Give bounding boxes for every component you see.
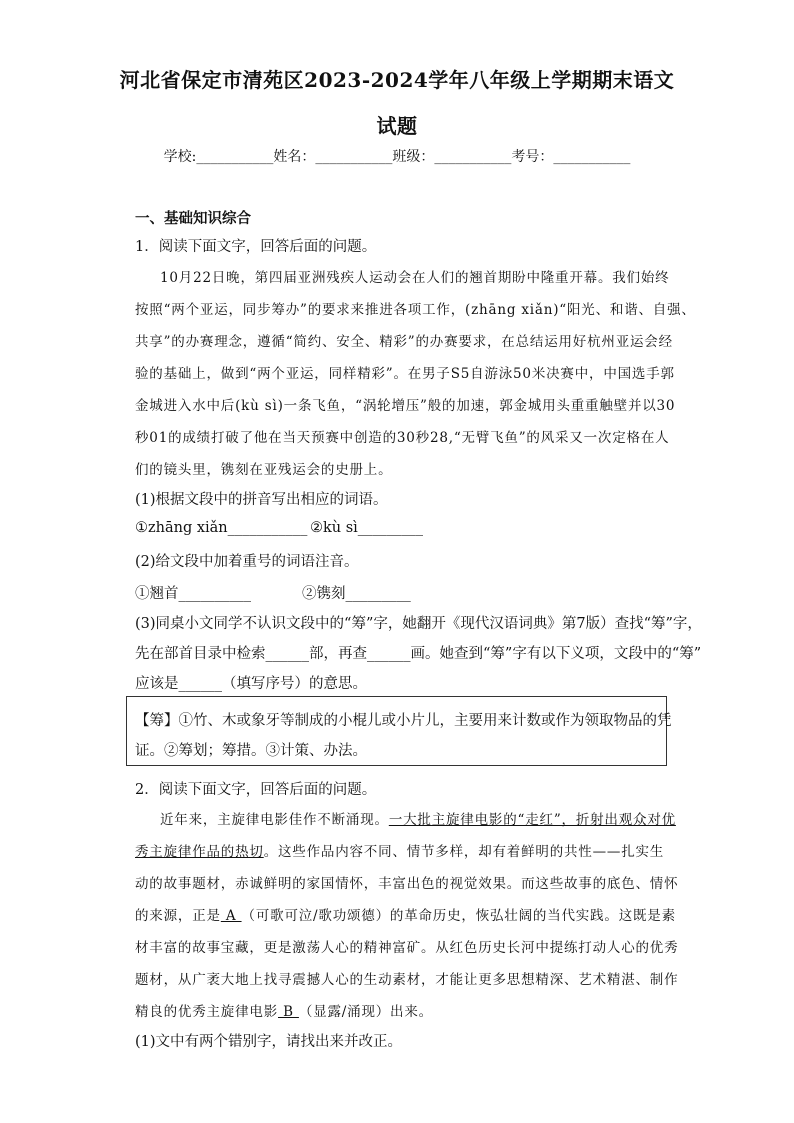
- q2-text: 精良的优秀主旋律电影: [135, 1004, 278, 1020]
- q2-text: 的来源，正是: [135, 908, 221, 924]
- q2-text: 近年来，主旋律电影佳作不断涌现。: [160, 812, 389, 828]
- q2-underlined-text: 秀主旋律作品的热切: [135, 844, 264, 860]
- q2-sub1: (1)文中有两个错别字，请找出来并改正。: [135, 1034, 403, 1050]
- student-info-line: 学校:___________姓名：___________班级：___________考号：___________: [163, 149, 631, 165]
- q1-sub1-answer-a: ①zhāng xiǎn___________: [135, 520, 308, 536]
- q1-sub2: (2)给文段中加着重号的词语注音。: [135, 554, 359, 570]
- q1-passage-line: 共享”的办赛理念，遵循“简约、安全、精彩”的办赛要求，在总结运用好杭州亚运会经: [135, 334, 673, 350]
- q2-text: 。这些作品内容不同、情节多样，却有着鲜明的共性——扎实生: [263, 844, 665, 860]
- q1-passage-line: 秒01的成绩打破了他在当天预赛中创造的30秒28,“无臂飞鱼”的风采又一次定格在人: [135, 430, 670, 446]
- q2-text: （可歌可泣/歌功颂德）的革命历史，恢弘壮阔的当代实践。这既是素: [241, 908, 676, 924]
- q1-sub2-answer-b: ②镌刻_________: [302, 586, 411, 602]
- question-1-prompt: 1．阅读下面文字，回答后面的问题。: [135, 239, 377, 255]
- q2-passage-line: 动的故事题材，赤诚鲜明的家国情怀，丰富出色的视觉效果。而这些故事的底色、情怀: [135, 876, 679, 892]
- q1-sub3-line: 应该是______（填写序号）的意思。: [135, 676, 367, 692]
- section-heading: 一、基础知识综合: [135, 210, 251, 227]
- dictionary-entry-line: 【筹】①竹、木或象牙等制成的小棍儿或小片儿，主要用来计数或作为领取物品的凭: [135, 713, 672, 729]
- q2-passage-line: 题材，从广袤大地上找寻震撼人心的生动素材，才能让更多思想精深、艺术精湛、制作: [135, 972, 679, 988]
- exam-title-line2: 试题: [376, 114, 418, 138]
- q1-passage-line: 金城进入水中后(kù sì)一条飞鱼，“涡轮增压”般的加速，郭金城用头重重触壁并以30: [135, 398, 676, 414]
- q2-underlined-text: 一大批主旋律电影的“走红”，折射出观众对优: [388, 812, 676, 828]
- q2-passage-line: [135, 1000, 433, 1020]
- q2-text: （显露/涌现）出来。: [298, 1004, 433, 1020]
- q2-passage-line: [135, 840, 664, 860]
- exam-title-line1: 河北省保定市清苑区2023-2024学年八年级上学期期末语文: [119, 68, 675, 92]
- q1-sub3-line: 先在部首目录中检索______部，再查______画。她查到“筹”字有以下义项，文段中的“筹”: [135, 646, 702, 662]
- q2-passage-line: [160, 808, 676, 828]
- question-2-prompt: 2．阅读下面文字，回答后面的问题。: [135, 782, 377, 798]
- blank-b: B: [278, 1004, 299, 1020]
- blank-a: A: [220, 908, 242, 924]
- q1-passage-line: 们的镜头里，镌刻在亚残运会的史册上。: [135, 462, 393, 478]
- q1-passage-line: 验的基础上，做到“两个亚运，同样精彩”。在男子S5自游泳50米决赛中，中国选手郭: [135, 366, 675, 382]
- dictionary-entry-box: [126, 696, 672, 766]
- q1-passage-line: 按照“两个亚运，同步筹办”的要求来推进各项工作，(zhāng xiǎn)“阳光、和谐、自强、: [135, 302, 696, 318]
- q2-passage-line: 材丰富的故事宝藏，更是激荡人心的精神富矿。从红色历史长河中提练打动人心的优秀: [135, 940, 679, 956]
- q1-sub1: (1)根据文段中的拼音写出相应的词语。: [135, 492, 388, 508]
- q1-sub1-answer-b: ②kù sì_________: [310, 520, 424, 536]
- dictionary-entry-line: 证。②筹划；筹措。③计策、办法。: [135, 743, 367, 759]
- q1-sub2-answer-a: ①翘首__________: [135, 586, 251, 602]
- q1-passage-line: 10月22日晚，第四届亚洲残疾人运动会在人们的翘首期盼中隆重开幕。我们始终: [160, 270, 670, 286]
- q1-sub3-line: (3)同桌小文同学不认识文段中的“筹”字，她翻开《现代汉语词典》第7版）查找“筹”字，: [135, 616, 702, 632]
- q2-passage-line: [135, 904, 676, 924]
